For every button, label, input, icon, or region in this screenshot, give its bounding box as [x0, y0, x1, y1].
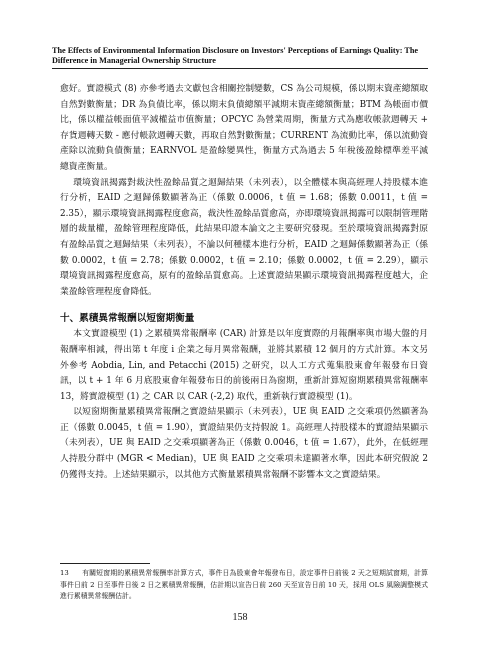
paragraph-car-method: 本文實證模型 (1) 之累積異常報酬率 (CAR) 計算是以年度實際的月報酬率與市場大盤的月報酬率相減，得出第 t 年度 i 企業之每月異常報酬，並將其累積 12 個月的方式計算。本文另外參考 Aobdia, Lin, and Petacchi (2015) 之研究，以人工方式蒐集股東會年報發布日資訊，以 t + 1 年 6 月底股東會年報發布日的前後兩日為窗期，重新計算短窗期累積異常報酬率 13，將實證模型 (1) 之 CAR 以 CAR (-2,2) 取代，重新執行實證模型 (1)。 [60, 329, 428, 402]
running-head [52, 46, 432, 66]
paragraph-short-window-results: 以短窗期衡量累積異常報酬之實證結果顯示（未列表），UE 與 EAID 之交乘項仍然顯著為正（係數 0.0045，t 值 = 1.90），實證結果仍支持假說 1。高經理人持股樣本的實證結果顯示（未列表），UE 與 EAID 之交乘項顯著為正（係數 0.0046，t 值 = 1.67），此外，在低經理人持股分群中 (MGR < Median)，UE 與 EAID 之交乘項未達顯著水準，因此本研究假說 2 仍獲得支持。上述結果顯示，以其他方式衡量累積異常報酬不影響本文之實證結果。 [60, 407, 428, 480]
section-heading: 十、累積異常報酬以短窗期衡量 [60, 313, 195, 325]
footnote-rule [60, 563, 150, 564]
paragraph-discretionary-earnings: 環境資訊揭露對裁決性盈餘品質之迴歸結果（未列表），以全體樣本與高經理人持股樣本進行分析，EAID 之迴歸係數顯著為正（係數 0.0006，t 值 = 1.68；係數 0.0011，t 值 = 2.35），顯示環境資訊揭露程度愈高，裁決性盈餘品質愈高，亦即環境資訊揭露可以限制管理階層的裁量權，盈餘管理程度降低，此結果印證本論文之主要研究發現。至於環境資訊揭露對原有盈餘品質之迴歸結果（未列表），不論以何種樣本進行分析，EAID 之迴歸係數顯著為正（係數 0.0002，t 值 = 2.78；係數 0.0002，t 值 = 2.10；係數 0.0002，t 值 = 2.29），顯示環境資訊揭露程度愈高，原有的盈餘品質愈高。上述實證結果顯示環境資訊揭露程度越大，企業盈餘管理程度會降低。 [60, 177, 428, 297]
paragraph-control-variables: 愈好。實證模式 (8) 亦參考過去文獻包含相關控制變數，CS 為公司規模，係以期末資產總額取自然對數衡量；DR 為負債比率，係以期末負債總額平減期末資產總額衡量；BTM 為帳面市價比，係以權益帳面值平減權益市值衡量；OPCYC 為營業周期，衡量方式為應收帳款週轉天 + 存貨週轉天數 - 應付帳款週轉天數，再取自然對數衡量；CURRENT 為流動比率，係以流動資產除以流動負債衡量；EARNVOL 是盈餘變異性，衡量方式為過去 5 年稅後盈餘標準差平減總資產衡量。 [60, 84, 428, 172]
footnote [60, 568, 428, 603]
page-number: 158 [232, 612, 248, 623]
footnote-text: 有關短窗期的累積異常報酬率計算方式，事件日為股東會年報發布日，設定事件日前後 2 天之短期試窗期，計算事件日前 2 日至事件日後 2 日之累積異常報酬，估計期以宣告日前 260 天至宣告日前 10 天，採用 OLS 風險調整模式進行累積異常報酬估計。 [60, 569, 428, 601]
footnote-number: 13 [60, 569, 69, 577]
header-rule [52, 68, 428, 69]
running-head-line-2: Difference in Managerial Ownership Structure [52, 56, 216, 65]
main-body [60, 82, 428, 483]
running-head-line-1: The Effects of Environmental Information Disclosure on Investors' Perceptions of Earnings Quality: The [52, 46, 419, 55]
